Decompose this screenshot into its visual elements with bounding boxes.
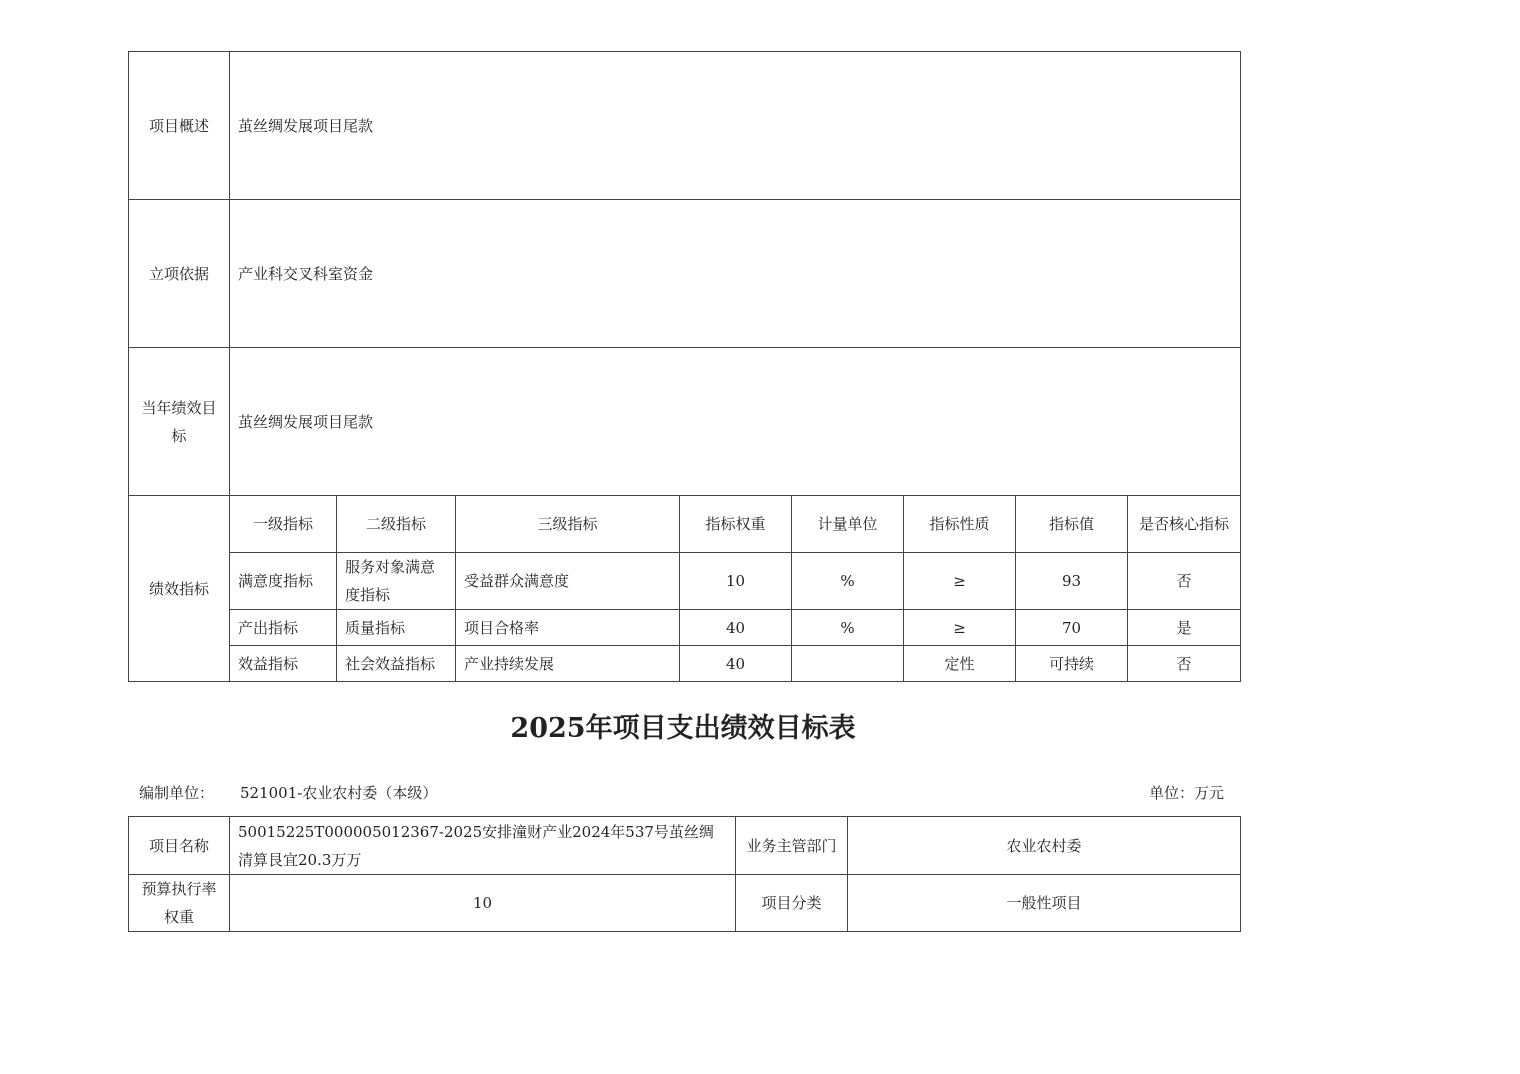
header-cell: 二级指标 (337, 496, 456, 553)
budget-weight-value: 10 (230, 875, 736, 932)
table-cell: 满意度指标 (230, 553, 337, 610)
table-row (129, 610, 1241, 646)
table-cell: % (792, 610, 904, 646)
table-cell: ≥ (904, 553, 1016, 610)
org-value: 521001-农业农村委（本级） (240, 784, 438, 802)
table-cell: % (792, 553, 904, 610)
header-cell: 一级指标 (230, 496, 337, 553)
page-title: 2025年项目支出绩效目标表 (510, 713, 856, 744)
table-cell: 93 (1016, 553, 1128, 610)
overview-label: 项目概述 (129, 52, 230, 200)
budget-weight-label: 预算执行率权重 (129, 875, 230, 932)
table-cell: 可持续 (1016, 646, 1128, 682)
table-cell: 40 (680, 610, 792, 646)
goal-value: 茧丝绸发展项目尾款 (230, 348, 1241, 496)
table-cell: 效益指标 (230, 646, 337, 682)
table-cell: 否 (1128, 646, 1241, 682)
table-row (129, 553, 1241, 610)
project-name-label: 项目名称 (129, 817, 230, 875)
table-row (129, 646, 1241, 682)
table-cell: 项目合格率 (456, 610, 680, 646)
header-cell: 指标性质 (904, 496, 1016, 553)
table-cell (792, 646, 904, 682)
table-cell: 40 (680, 646, 792, 682)
project-name-value: 50015225T000005012367-2025安排潼财产业2024年537号茧丝绸清算艮宜20.3万万 (230, 817, 736, 875)
unit-label: 单位：万元 (1149, 784, 1225, 802)
table-cell: 10 (680, 553, 792, 610)
table-cell: 社会效益指标 (337, 646, 456, 682)
table-cell: 产业持续发展 (456, 646, 680, 682)
performance-goal-table (128, 51, 1241, 682)
header-cell: 指标值 (1016, 496, 1128, 553)
table-cell: 受益群众满意度 (456, 553, 680, 610)
header-cell: 指标权重 (680, 496, 792, 553)
table-cell: 70 (1016, 610, 1128, 646)
category-label: 项目分类 (736, 875, 848, 932)
table-cell: 是 (1128, 610, 1241, 646)
table-cell: 否 (1128, 553, 1241, 610)
header-cell: 是否核心指标 (1128, 496, 1241, 553)
table-cell: 定性 (904, 646, 1016, 682)
project-info-table (128, 816, 1241, 932)
basis-label: 立项依据 (129, 200, 230, 348)
indicators-label: 绩效指标 (129, 496, 230, 682)
table-cell: 服务对象满意度指标 (337, 553, 456, 610)
table-cell: ≥ (904, 610, 1016, 646)
table-cell: 产出指标 (230, 610, 337, 646)
overview-value: 茧丝绸发展项目尾款 (230, 52, 1241, 200)
basis-value: 产业科交叉科室资金 (230, 200, 1241, 348)
org-label: 编制单位： (139, 784, 215, 802)
dept-value: 农业农村委 (848, 817, 1241, 875)
table-cell: 质量指标 (337, 610, 456, 646)
category-value: 一般性项目 (848, 875, 1241, 932)
header-cell: 三级指标 (456, 496, 680, 553)
header-cell: 计量单位 (792, 496, 904, 553)
dept-label: 业务主管部门 (736, 817, 848, 875)
goal-label: 当年绩效目标 (129, 348, 230, 496)
